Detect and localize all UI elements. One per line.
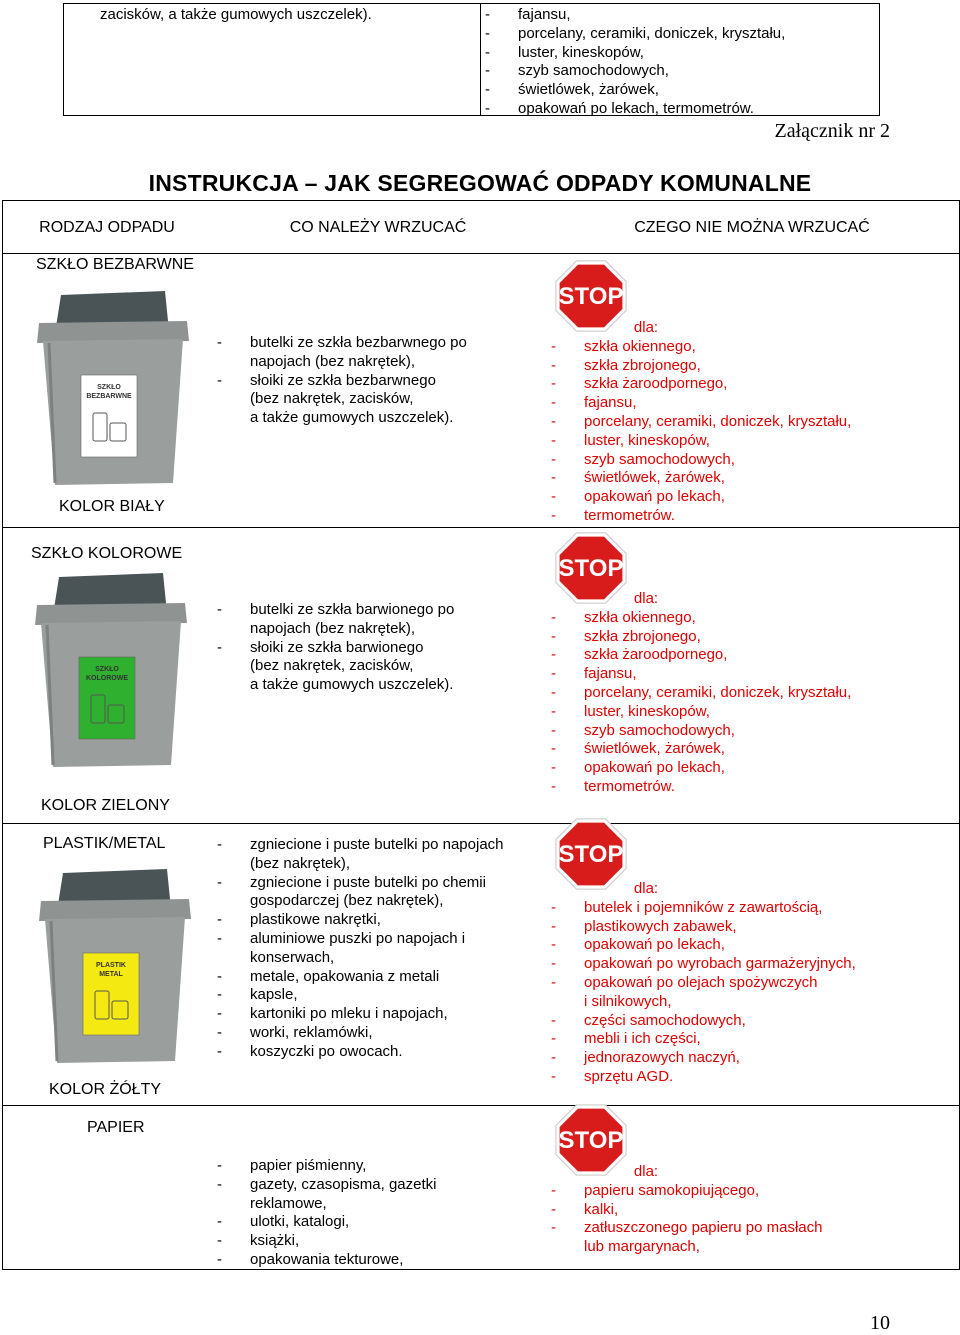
list-item [217, 1005, 504, 1024]
list-item [551, 1030, 856, 1049]
segregation-table [2, 200, 960, 1270]
list-item-text: kapsle, [250, 986, 298, 1004]
list-item-text: szkła okiennego, [584, 608, 696, 626]
list-dash [217, 409, 250, 428]
list-item-text: plastikowych zabawek, [584, 917, 737, 935]
forbidden-items [551, 609, 851, 797]
list-item-text: opakowań po lekach, termometrów. [518, 99, 754, 117]
list-item-text: szkła zbrojonego, [584, 627, 701, 645]
list-dash: - [217, 986, 222, 1004]
list-item [551, 918, 856, 937]
list-item [217, 1157, 436, 1176]
list-dash: - [217, 601, 222, 618]
list-item [551, 488, 851, 507]
list-dash: - [551, 431, 556, 449]
list-item-text: i silnikowych, [584, 992, 672, 1010]
list-item-text: porcelany, ceramiki, doniczek, kryształu, [518, 24, 786, 42]
list-item [551, 432, 851, 451]
list-item [551, 722, 851, 741]
list-item-text: zgniecione i puste butelki po napojach [250, 836, 504, 853]
list-item [217, 1043, 504, 1062]
list-item-text: szyb samochodowych, [584, 721, 735, 739]
list-dash [217, 620, 250, 639]
list-dash: - [217, 1023, 222, 1041]
list-item [551, 1068, 856, 1087]
allowed-list [217, 1157, 436, 1270]
list-item [551, 338, 851, 357]
list-item-text: mebli i ich części, [584, 1030, 701, 1048]
list-dash: - [217, 967, 222, 985]
bin-sticker-text: PLASTIK [96, 962, 126, 969]
list-item [551, 684, 851, 703]
list-item [551, 665, 851, 684]
list-item [551, 1219, 822, 1238]
list-dash: - [551, 973, 556, 991]
list-dash: - [217, 1232, 222, 1250]
list-item-text: słoiki ze szkła barwionego [250, 638, 424, 656]
list-item [551, 1049, 856, 1068]
category-title: PAPIER [87, 1119, 145, 1136]
list-dash [217, 657, 250, 676]
list-item [217, 409, 467, 428]
list-item [217, 1251, 436, 1270]
list-item [551, 936, 856, 955]
list-item [551, 451, 851, 470]
bin-color-label: KOLOR ŻÓŁTY [49, 1081, 162, 1098]
bin-sticker-text: METAL [99, 971, 123, 978]
list-item-text: szkła zbrojonego, [584, 356, 701, 374]
list-item-text: gospodarczej (bez nakrętek), [250, 892, 444, 910]
header-waste-type: RODZAJ ODPADU [39, 219, 175, 236]
list-dash: - [217, 929, 222, 947]
list-item-text: opakowań po lekach, [584, 936, 725, 954]
list-item-text: metale, opakowania z metali [250, 967, 440, 985]
for-label: dla: [633, 590, 659, 607]
list-item-text: świetlówek, żarówek, [584, 740, 725, 758]
waste-bin-icon [35, 861, 195, 1071]
list-item-text: butelki ze szkła bezbarwnego po [250, 334, 467, 351]
list-item-text: fajansu, [584, 394, 637, 412]
list-item [551, 703, 851, 722]
list-dash [217, 1195, 250, 1214]
bin-sticker-text: SZKŁO [97, 384, 121, 391]
list-item-text: ulotki, katalogi, [250, 1213, 350, 1231]
list-item-text: porcelany, ceramiki, doniczek, kryształu, [584, 412, 852, 430]
forbidden-list [551, 319, 851, 526]
list-item [217, 949, 504, 968]
list-item-text: szkła żaroodpornego, [584, 646, 728, 664]
list-item-text: butelek i pojemników z zawartością, [584, 898, 823, 916]
list-item [217, 911, 504, 930]
list-item-text: aluminiowe puszki po napojach i [250, 929, 466, 947]
allowed-list [217, 836, 504, 1062]
forbidden-items [551, 338, 851, 526]
forbidden-items [551, 1182, 822, 1257]
list-dash [551, 1238, 584, 1257]
list-dash: - [485, 81, 490, 99]
list-item-text: plastikowe nakrętki, [250, 911, 381, 929]
top-continuation-table [63, 3, 880, 116]
list-item [217, 1024, 504, 1043]
list-item-text: opakowań po lekach, [584, 759, 725, 777]
list-dash: - [217, 1175, 222, 1193]
list-item-text: porcelany, ceramiki, doniczek, kryształu, [584, 683, 852, 701]
list-item [485, 81, 785, 100]
list-item [217, 836, 504, 855]
list-item [551, 609, 851, 628]
list-item-text: świetlówek, żarówek, [584, 469, 725, 487]
forbidden-list [551, 590, 851, 797]
waste-bin-icon [33, 283, 193, 493]
list-dash: - [217, 1042, 222, 1060]
annex-label: Załącznik nr 2 [774, 120, 890, 142]
list-dash: - [551, 1067, 556, 1085]
for-label: dla: [633, 319, 659, 336]
list-dash: - [551, 1049, 556, 1067]
list-item-text: kartoniki po mleku i napojach, [250, 1005, 448, 1023]
page-title: INSTRUKCJA – JAK SEGREGOWAĆ ODPADY KOMUNALNE [148, 170, 812, 196]
list-dash: - [551, 646, 556, 664]
list-item-text: termometrów. [584, 506, 675, 524]
list-item-text: jednorazowych naczyń, [584, 1049, 740, 1067]
list-item [217, 657, 454, 676]
list-item [217, 334, 467, 353]
list-dash: - [551, 450, 556, 468]
list-dash: - [551, 936, 556, 954]
list-item-text: świetlówek, żarówek, [518, 81, 659, 99]
list-item-text: opakowań po wyrobach garmażeryjnych, [584, 955, 856, 973]
list-item-text: a także gumowych uszczelek). [250, 676, 454, 694]
stop-sign-text: STOP [558, 841, 624, 868]
list-dash: - [551, 759, 556, 777]
list-item-text: lub margarynach, [584, 1238, 700, 1256]
list-item [551, 740, 851, 759]
list-item [551, 899, 856, 918]
list-dash: - [217, 371, 222, 389]
list-item [551, 394, 851, 413]
list-dash: - [551, 665, 556, 683]
list-item [551, 1012, 856, 1031]
category-title: PLASTIK/METAL [43, 835, 166, 852]
list-item [217, 639, 454, 658]
stop-sign-text: STOP [558, 1127, 624, 1154]
stop-sign-text: STOP [558, 555, 624, 582]
list-item [217, 986, 504, 1005]
for-label: dla: [633, 1163, 659, 1180]
header-allowed: CO NALEŻY WRZUCAĆ [289, 219, 467, 236]
page-number: 10 [870, 1312, 890, 1334]
list-dash: - [217, 1250, 222, 1268]
list-dash: - [217, 1157, 222, 1174]
list-item-text: a także gumowych uszczelek). [250, 409, 454, 427]
list-item [485, 6, 785, 25]
list-dash: - [485, 99, 490, 117]
list-item-text: (bez nakrętek, zacisków, [250, 657, 414, 675]
list-item [217, 676, 454, 695]
for-label: dla: [633, 880, 659, 897]
list-dash: - [551, 1200, 556, 1218]
list-dash: - [551, 702, 556, 720]
list-dash: - [217, 638, 222, 656]
list-item-text: (bez nakrętek, zacisków, [250, 390, 414, 408]
list-item [551, 778, 851, 797]
list-dash: - [551, 488, 556, 506]
list-item [551, 646, 851, 665]
list-dash: - [485, 24, 490, 42]
continuation-list [485, 6, 785, 119]
list-item [551, 469, 851, 488]
list-item-text: zatłuszczonego papieru po masłach [584, 1219, 823, 1237]
list-dash: - [551, 777, 556, 795]
list-item-text: fajansu, [584, 665, 637, 683]
list-dash: - [551, 1219, 556, 1237]
list-item [217, 1232, 436, 1251]
list-item-text: opakowań po olejach spożywczych [584, 973, 818, 991]
list-dash: - [485, 62, 490, 80]
list-item [217, 353, 467, 372]
list-item-text: gazety, czasopisma, gazetki [250, 1175, 437, 1193]
list-item-text: szkła żaroodpornego, [584, 375, 728, 393]
list-item-text: sprzętu AGD. [584, 1067, 674, 1085]
list-dash: - [485, 6, 490, 23]
row-divider [3, 1105, 959, 1106]
list-dash [217, 676, 250, 695]
list-item [217, 1195, 436, 1214]
list-item-text: książki, [250, 1232, 300, 1250]
list-item [551, 507, 851, 526]
list-item [551, 357, 851, 376]
list-item-text: zgniecione i puste butelki po chemii [250, 873, 486, 891]
row-divider [3, 823, 959, 824]
list-dash: - [551, 917, 556, 935]
list-dash [217, 855, 250, 874]
list-dash: - [551, 356, 556, 374]
waste-bin [33, 283, 193, 497]
list-item [217, 390, 467, 409]
list-item [551, 759, 851, 778]
list-dash [217, 892, 250, 911]
table-divider [480, 4, 481, 115]
list-item-text: szyb samochodowych, [518, 62, 669, 80]
list-item [217, 892, 504, 911]
list-item [551, 1201, 822, 1220]
bin-sticker-text: KOLOROWE [86, 675, 128, 682]
list-dash: - [551, 898, 556, 916]
list-dash: - [217, 334, 222, 351]
list-item-text: szyb samochodowych, [584, 450, 735, 468]
list-dash: - [551, 412, 556, 430]
header-forbidden: CZEGO NIE MOŻNA WRZUCAĆ [634, 219, 870, 236]
list-item [551, 1182, 822, 1201]
list-dash: - [551, 608, 556, 626]
category-title: SZKŁO BEZBARWNE [36, 256, 194, 273]
list-item-text: słoiki ze szkła bezbarwnego [250, 371, 436, 389]
list-item [551, 1238, 822, 1257]
list-dash: - [551, 506, 556, 524]
list-item-text: napojach (bez nakrętek), [250, 352, 416, 370]
list-item [217, 601, 454, 620]
header-divider [3, 253, 959, 254]
bin-color-label: KOLOR BIAŁY [59, 498, 165, 515]
list-dash: - [551, 955, 556, 973]
continuation-text: zacisków, a także gumowych uszczelek). [100, 6, 372, 23]
list-item [551, 974, 856, 993]
list-item [551, 955, 856, 974]
stop-sign-text: STOP [558, 283, 624, 310]
list-dash: - [551, 1030, 556, 1048]
bin-sticker-text: SZKŁO [95, 666, 119, 673]
list-item [217, 874, 504, 893]
category-title: SZKŁO KOLOROWE [31, 545, 183, 562]
waste-bin [35, 861, 195, 1075]
list-dash: - [551, 627, 556, 645]
list-item [551, 993, 856, 1012]
list-dash: - [217, 836, 222, 853]
list-dash [217, 390, 250, 409]
list-item [485, 25, 785, 44]
list-item-text: papieru samokopiującego, [584, 1181, 760, 1199]
forbidden-items [551, 899, 856, 1087]
list-item-text: kalki, [584, 1200, 619, 1218]
list-dash: - [551, 1011, 556, 1029]
list-item [217, 855, 504, 874]
list-dash: - [551, 337, 556, 355]
waste-bin-icon [31, 565, 191, 775]
list-item-text: napojach (bez nakrętek), [250, 619, 416, 637]
list-dash [217, 949, 250, 968]
list-item-text: koszyczki po owocach. [250, 1042, 403, 1060]
list-item [217, 372, 467, 391]
list-dash: - [551, 469, 556, 487]
forbidden-list [551, 1163, 822, 1257]
list-item-text: opakowania tekturowe, [250, 1250, 404, 1268]
list-dash: - [551, 1181, 556, 1199]
list-item [551, 413, 851, 432]
list-item [217, 930, 504, 949]
forbidden-list [551, 880, 856, 1087]
list-item [217, 1213, 436, 1232]
allowed-list [217, 334, 467, 428]
list-dash: - [485, 43, 490, 61]
waste-bin [31, 565, 191, 779]
list-item-text: części samochodowych, [584, 1011, 746, 1029]
list-item-text: luster, kineskopów, [584, 702, 710, 720]
list-dash: - [551, 394, 556, 412]
list-item-text: butelki ze szkła barwionego po [250, 601, 455, 618]
list-dash: - [551, 721, 556, 739]
list-item-text: termometrów. [584, 777, 675, 795]
list-dash: - [551, 683, 556, 701]
list-dash [551, 993, 584, 1012]
list-dash: - [217, 873, 222, 891]
list-item-text: worki, reklamówki, [250, 1023, 373, 1041]
list-item-text: papier piśmienny, [250, 1157, 367, 1174]
list-item-text: opakowań po lekach, [584, 488, 725, 506]
list-item [217, 968, 504, 987]
list-item-text: (bez nakrętek), [250, 854, 351, 872]
bin-color-label: KOLOR ZIELONY [41, 797, 170, 814]
row-divider [3, 527, 959, 528]
list-dash: - [551, 740, 556, 758]
list-item-text: reklamowe, [250, 1194, 327, 1212]
list-item-text: fajansu, [518, 6, 571, 23]
list-item [217, 620, 454, 639]
list-dash: - [217, 911, 222, 929]
list-item [485, 62, 785, 81]
list-item [551, 628, 851, 647]
list-item [217, 1176, 436, 1195]
list-item-text: luster, kineskopów, [518, 43, 644, 61]
list-item-text: luster, kineskopów, [584, 431, 710, 449]
list-dash [217, 353, 250, 372]
list-item [485, 100, 785, 119]
bin-sticker-text: BEZBARWNE [86, 393, 132, 400]
list-dash: - [217, 1213, 222, 1231]
list-item-text: konserwach, [250, 948, 335, 966]
list-dash: - [551, 375, 556, 393]
list-item [485, 44, 785, 63]
allowed-list [217, 601, 454, 695]
list-dash: - [217, 1005, 222, 1023]
list-item [551, 375, 851, 394]
list-item-text: szkła okiennego, [584, 337, 696, 355]
